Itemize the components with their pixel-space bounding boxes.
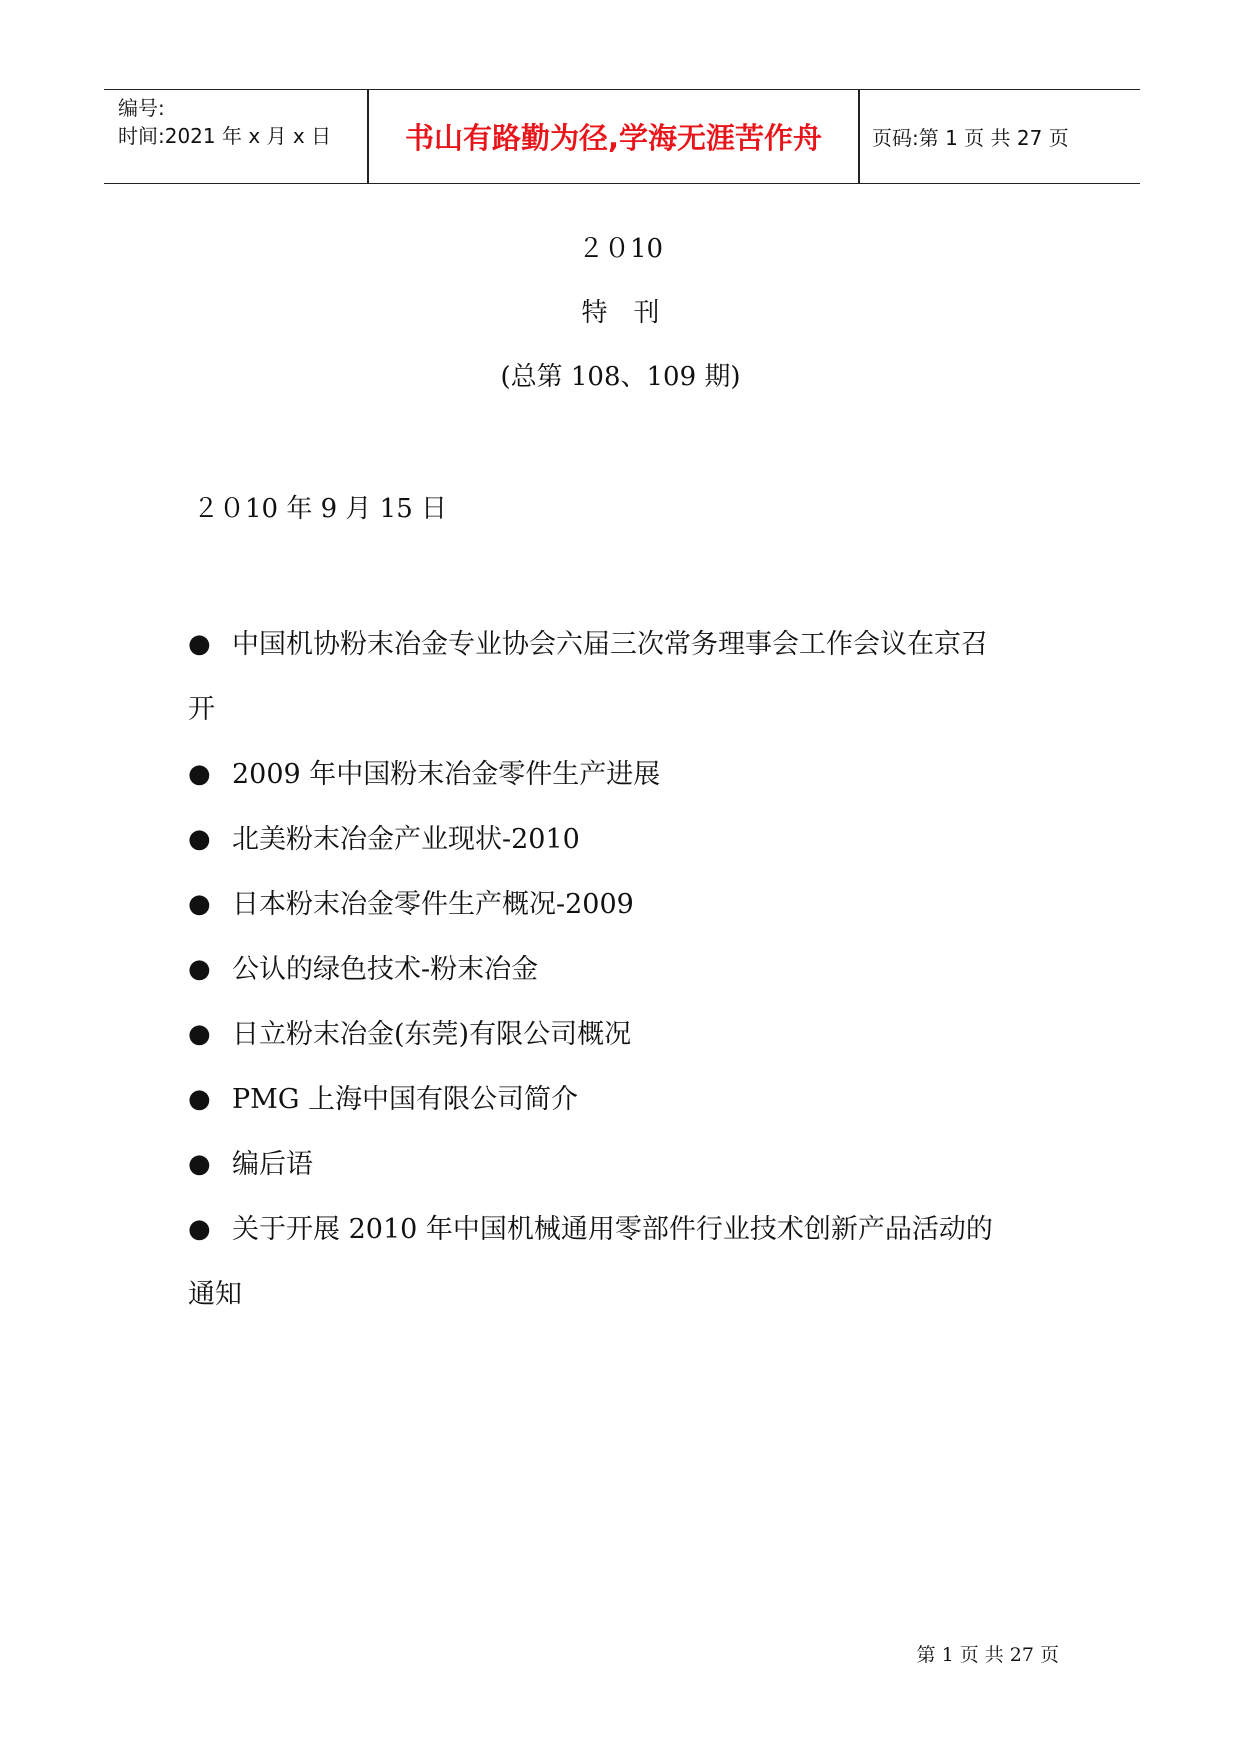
header-divider-right [858, 90, 860, 183]
list-item-text: 2009 年中国粉末冶金零件生产进展 [232, 759, 661, 790]
list-item-text: 公认的绿色技术-粉末冶金 [232, 954, 539, 985]
header-motto: 书山有路勤为径,学海无涯苦作舟 [404, 121, 823, 155]
list-item [188, 1002, 1068, 1067]
list-item-continuation: 通知 [188, 1279, 242, 1310]
list-item [188, 1132, 1068, 1197]
list-item [188, 807, 1068, 872]
list-item-text: 北美粉末冶金产业现状-2010 [232, 824, 580, 855]
header-page-info: 页码:第 1 页 共 27 页 [872, 126, 1069, 150]
list-item-text: 中国机协粉末冶金专业协会六届三次常务理事会工作会议在京召 [232, 629, 988, 660]
list-item [188, 612, 1068, 677]
title-year: ２０10 [577, 234, 664, 264]
list-item-text: 关于开展 2010 年中国机械通用零部件行业技术创新产品活动的 [232, 1214, 993, 1245]
number-label: 编号: [118, 96, 165, 120]
time-label: 时间:2021 年 x 月 x 日 [118, 124, 332, 148]
bullet-icon: ● [188, 889, 211, 919]
bullet-icon: ● [188, 954, 211, 984]
bullet-icon: ● [188, 1084, 211, 1114]
bullet-icon: ● [188, 824, 211, 854]
bullet-icon: ● [188, 629, 211, 659]
contents-list [188, 612, 1068, 1327]
list-item [188, 1067, 1068, 1132]
title-special-issue: 特 刊 [581, 298, 660, 328]
list-item [188, 742, 1068, 807]
document-header [104, 89, 1140, 184]
bullet-icon: ● [188, 759, 211, 789]
bullet-icon: ● [188, 1149, 211, 1179]
list-item-text: 日本粉末冶金零件生产概况-2009 [232, 889, 634, 920]
header-meta [118, 94, 331, 150]
page-footer: 第 1 页 共 27 页 [916, 1644, 1059, 1666]
bullet-icon: ● [188, 1214, 211, 1244]
list-item-continuation: 开 [188, 694, 215, 725]
bullet-icon: ● [188, 1019, 211, 1049]
list-item [188, 937, 1068, 1002]
list-item-text: PMG 上海中国有限公司简介 [232, 1084, 578, 1115]
title-issue-number: (总第 108、109 期) [500, 362, 741, 392]
list-item-text: 日立粉末冶金(东莞)有限公司概况 [232, 1019, 632, 1050]
list-item-text: 编后语 [232, 1149, 313, 1180]
list-item [188, 872, 1068, 937]
list-item [188, 1197, 1068, 1262]
publication-date: ２０10 年 9 月 15 日 [193, 494, 448, 524]
